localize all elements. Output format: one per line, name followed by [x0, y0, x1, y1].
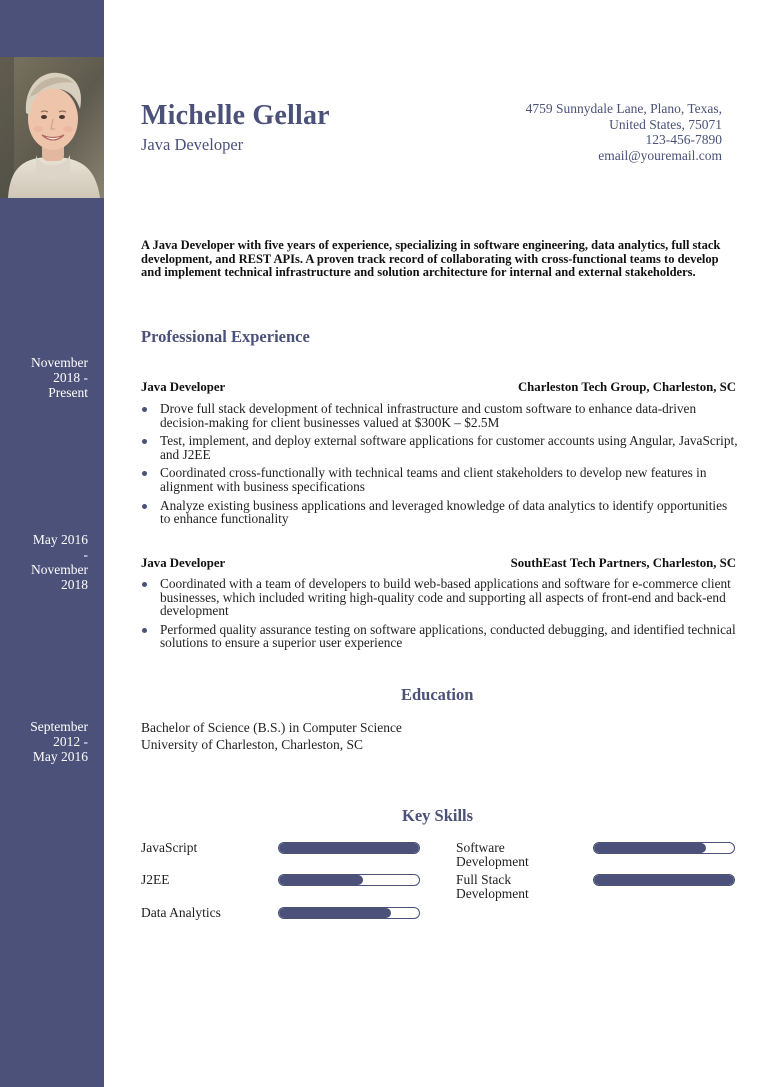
skill-label-software-development [456, 841, 529, 869]
skill-label-line: Data Analytics [141, 905, 221, 920]
skill-label-javascript [141, 841, 197, 855]
education-dates [0, 719, 88, 764]
bullet-text: Coordinated cross-functionally with technical teams and client stakeholders to develop new features in alignment with business specifications [160, 465, 707, 494]
skill-fill [279, 875, 363, 885]
skill-fill [279, 908, 391, 918]
job-2-dates [0, 532, 88, 592]
skill-bar-software-development [593, 842, 735, 854]
skill-label-j2ee [141, 873, 170, 887]
job-2-bullet-list [141, 577, 738, 655]
list-item [141, 499, 738, 526]
skills-section-title: Key Skills [402, 806, 474, 825]
skill-label-line: Full Stack [456, 872, 512, 887]
email-address[interactable]: email@youremail.com [598, 147, 722, 163]
job-2-date-line-3: November [31, 562, 88, 577]
skill-label-full-stack-development [456, 873, 529, 901]
skill-bar-j2ee [278, 874, 420, 886]
skill-fill [594, 843, 706, 853]
education-section-title: Education [401, 685, 474, 704]
bullet-text: Coordinated with a team of developers to build web-based applications and software for e-commerce client businesses, which included writing high-quality code and supporting all aspects of front-end and back-end development [160, 576, 731, 619]
education-date-line-3: May 2016 [32, 749, 88, 764]
bullet-dot-icon [142, 407, 147, 412]
job-1-date-line-3: Present [48, 385, 88, 400]
list-item [141, 577, 738, 618]
skill-fill [594, 875, 734, 885]
bullet-dot-icon [142, 628, 147, 633]
bullet-dot-icon [142, 582, 147, 587]
candidate-job-title: Java Developer [141, 135, 244, 154]
address-line-1: 4759 Sunnydale Lane, Plano, Texas, [525, 101, 722, 116]
education-block [141, 719, 402, 753]
list-item [141, 623, 738, 650]
job-2-company: SouthEast Tech Partners, Charleston, SC [510, 556, 736, 570]
bullet-text: Analyze existing business applications and leveraged knowledge of data analytics to identify opportunities to enhance functionality [160, 497, 728, 527]
skill-bar-javascript [278, 842, 420, 854]
experience-section-title: Professional Experience [141, 327, 310, 346]
job-1-bullet-list [141, 402, 738, 531]
skill-bar-data-analytics [278, 907, 420, 919]
contact-block [422, 101, 722, 163]
education-date-line-2: 2012 - [53, 734, 88, 749]
education-school: University of Charleston, Charleston, SC [141, 737, 363, 752]
job-2-date-line-1: May 2016 [32, 532, 88, 547]
bullet-dot-icon [142, 471, 147, 476]
list-item [141, 402, 738, 429]
skill-label-line: Development [456, 854, 529, 869]
education-date-line-1: September [30, 719, 88, 734]
bullet-dot-icon [142, 439, 147, 444]
list-item [141, 434, 738, 461]
job-1-dates [0, 355, 88, 400]
skill-label-line: JavaScript [141, 840, 198, 855]
job-1-company: Charleston Tech Group, Charleston, SC [517, 380, 736, 394]
skill-fill [279, 843, 419, 853]
bullet-text: Performed quality assurance testing on software applications, conducted debugging, and identified technical solutions to ensure a superior user experience [160, 621, 736, 651]
profile-photo [0, 57, 104, 198]
candidate-name: Michelle Gellar [141, 100, 330, 131]
address-line-2: United States, 75071 [609, 116, 722, 132]
profile-photo-image [0, 57, 104, 198]
bullet-text: Test, implement, and deploy external software applications for customer accounts using Angular, JavaScript, and J2EE [160, 433, 738, 462]
job-2-date-line-4: 2018 [61, 577, 88, 592]
skill-bar-full-stack-development [593, 874, 735, 886]
job-1-date-line-2: 2018 - [53, 370, 88, 385]
skill-label-line: Software [456, 840, 505, 855]
job-1-role: Java Developer [141, 380, 226, 394]
skill-label-line: Development [456, 886, 529, 901]
list-item [141, 466, 738, 493]
job-2-role: Java Developer [141, 556, 226, 570]
bullet-text: Drove full stack development of technical infrastructure and custom software to enhance data-driven decision-making for client businesses valued at $300K – $2.5M [160, 401, 697, 430]
job-2-date-line-2: - [83, 547, 88, 562]
education-degree: Bachelor of Science (B.S.) in Computer Science [141, 720, 402, 735]
skill-label-line: J2EE [141, 872, 170, 887]
bullet-dot-icon [142, 504, 147, 509]
phone-number: 123-456-7890 [645, 132, 722, 147]
professional-summary: A Java Developer with five years of experience, specializing in software engineering, data analytics, full stack development, and REST APIs. A proven track record of collaborating with cross-functional teams to develop and implement technical infrastructure and solution architecture for internal and external stakeholders. [141, 238, 721, 280]
job-1-date-line-1: November [31, 355, 88, 370]
skill-label-data-analytics [141, 906, 221, 920]
